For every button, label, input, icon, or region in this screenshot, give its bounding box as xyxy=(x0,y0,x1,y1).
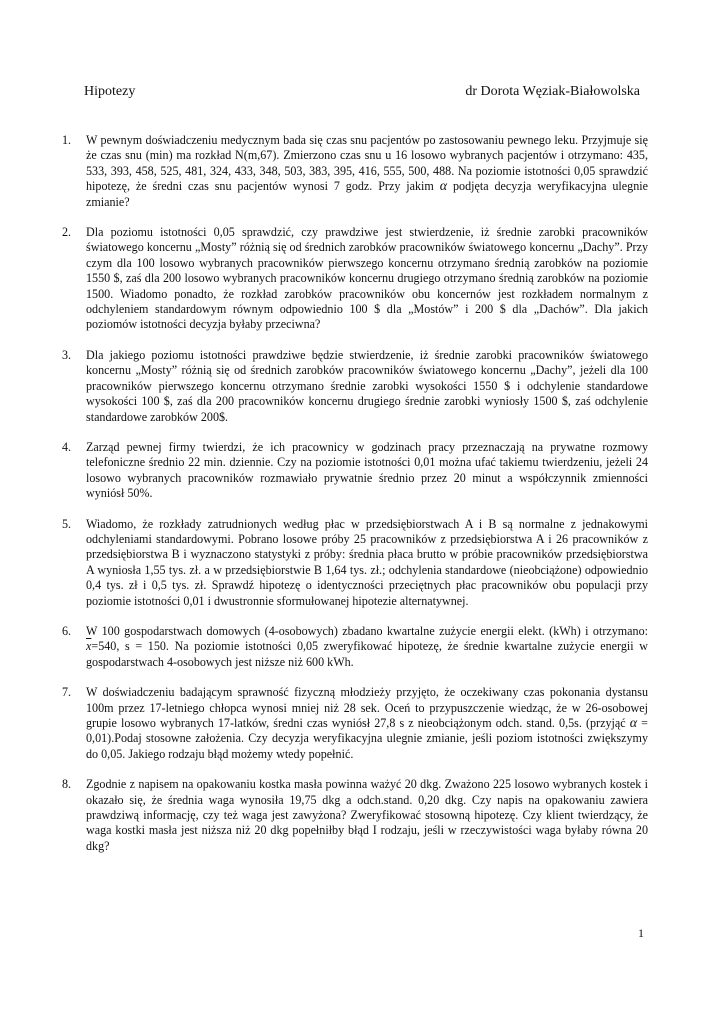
alpha-symbol: α xyxy=(629,716,638,731)
problem-number: 7. xyxy=(62,685,72,700)
problem-number: 3. xyxy=(62,347,72,362)
problem-6 xyxy=(62,624,648,670)
problem-text: Zgodnie z napisem na opakowaniu kostka masła powinna ważyć 20 dkg. Zważono 225 losowo wybranych kostek i okazało się, że średnia waga wynosiła 19,75 dkg a odch.stand. 0,20 dkg. Czy napis na opakowaniu zawiera prawdziwą informację, czy też waga jest zawyżona? Zweryfikować stosowną hipotezę. Czy klient twierdzący, że waga kostki masła jest niższa niż 20 dkg popełniłby błąd I rodzaju, jeśli w rzeczywistości waga byłaby równa 20 dkg? xyxy=(86,777,648,853)
author-name: dr Dorota Węziak-Białowolska xyxy=(465,84,640,99)
problem-number: 2. xyxy=(62,225,72,240)
problem-text: Wiadomo, że rozkłady zatrudnionych według płac w przedsiębiorstwach A i B są normalne z jednakowymi odchyleniami standardowymi. Pobrano losowe próby 25 pracowników z przedsiębiorstwa A i 26 pracowników z przedsiębiorstwa B i wyznaczono statystyki z próby: średnia płaca brutto w próbie pracowników przedsiębiorstwa A wyniosła 1,55 tys. zł. a w przedsiębiorstwie B 1,64 tys. zł.; odchylenia standardowe (nieobciążone) odpowiednio 0,4 tys. zł i 0,5 tys. zł. Sprawdź hipotezę o identyczności przeciętnych płac pracowników obu populacji przy poziomie istotności 0,01 i dwustronnie sformułowanej hipotezie alternatywnej. xyxy=(86,516,648,608)
problem-text-continued: podjęta decyzja weryfikacyjna ulegnie zmianie? xyxy=(86,179,648,209)
page-number: 1 xyxy=(638,926,644,940)
problem-text: W 100 gospodarstwach domowych (4-osobowych) zbadano kwartalne zużycie energii elekt. (kWh) i otrzymano: xyxy=(86,623,648,638)
problem-list xyxy=(62,133,648,869)
problem-2 xyxy=(62,225,648,333)
problem-text: Dla jakiego poziomu istotności prawdziwe będzie stwierdzenie, iż średnie zarobki pracowników światowego koncernu „Mosty” różnią się od średnich zarobków pracowników światowego koncernu „Dachy”, jeżeli dla 100 pracowników pierwszego koncernu otrzymano średnie zarobki wysokości 1550 $ i odchylenie standardowe wysokości 100 $, zaś dla 200 pracowników koncernu drugiego średnie zarobki wyniosły 1500 $, zaś odchylenie standardowe zarobków 200$. xyxy=(86,347,648,424)
problem-text: W pewnym doświadczeniu medycznym bada się czas snu pacjentów po zastosowaniu pewnego leku. Przyjmuje się że czas snu (min) ma rozkład N(m,67). Zmierzono czas snu u 16 losowo wybranych pacjentów i otrzymano: 435, 533, 393, 458, 525, 481, 324, 433, 348, 503, 383, 395, 416, 555, 500, 488. Na poziomie istotności 0,05 sprawdzić hipotezę, że średni czas snu pacjentów wynosi 7 godz. Przy jakim xyxy=(86,133,648,194)
problem-5 xyxy=(62,517,648,609)
problem-number: 8. xyxy=(62,777,72,792)
problem-text-continued: =540, s = 150. Na poziomie istotności 0,05 zweryfikować hipotezę, że średnie kwartalne zużycie energii w gospodarstwach 4-osobowych jest niższe niż 600 kWh. xyxy=(86,639,648,669)
problem-text: Dla poziomu istotności 0,05 sprawdzić, czy prawdziwe jest stwierdzenie, iż średnie zarobki pracowników światowego koncernu „Mosty” różnią się od średnich zarobków pracowników światowego koncernu „Dachy”. Przy czym dla 100 losowo wybranych pracowników pierwszego koncernu otrzymano średnią zarobków na poziomie 1550 $, zaś dla 200 losowo wybranych pracowników koncernu drugiego otrzymano średnią zarobków na poziomie 1500. Wiadomo ponadto, że rozkład zarobków pracowników obu koncernów jest rozkładem normalnym z odchyleniem standardowym równym odpowiednio 100 $ dla „Mostów” i 200 $ dla „Dachów”. Dla jakich poziomów istotności decyzja byłaby przeciwna? xyxy=(86,225,648,332)
problem-number: 5. xyxy=(62,516,72,531)
problem-8 xyxy=(62,777,648,854)
problem-number: 1. xyxy=(62,133,72,147)
problem-number: 6. xyxy=(62,623,72,638)
document-title: Hipotezy xyxy=(84,84,136,99)
alpha-symbol: α xyxy=(439,179,448,195)
problem-4 xyxy=(62,440,648,502)
problem-1 xyxy=(62,133,648,210)
problem-text-continued: = 0,01).Podaj stosowne założenia. Czy decyzja weryfikacyjna ulegnie zmianie, jeśli poziom istotności zwiększymy do 0,05. Jakiego rodzaju błąd możemy wtedy popełnić. xyxy=(86,716,648,761)
problem-3 xyxy=(62,348,648,425)
problem-7 xyxy=(62,685,648,762)
x-bar-symbol: $\overline{x}$ xyxy=(86,639,92,654)
problem-text: W doświadczeniu badającym sprawność fizyczną młodzieży przyjęto, że oczekiwany czas pokonania dystansu 100m przez 17-letniego chłopca wynosi mniej niż 28 sek. Oceń to przypuszczenie wiedząc, że w 26-osobowej grupie losowo wybranych 17-latków, średni czas wyniósł 27,8 s z nieobciążonym odch. stand. 0,5s. (przyjąć xyxy=(86,685,648,730)
problem-number: 4. xyxy=(62,439,72,454)
problem-text: Zarząd pewnej firmy twierdzi, że ich pracownicy w godzinach pracy przeznaczają na prywatne rozmowy telefoniczne średnio 22 min. dziennie. Czy na poziomie istotności 0,01 można ufać takiemu twierdzeniu, jeżeli 24 losowo wybranych pracowników rozmawiało prywatnie średnio przez 20 minut a współczynnik zmienności wyniósł 50%. xyxy=(86,439,648,501)
